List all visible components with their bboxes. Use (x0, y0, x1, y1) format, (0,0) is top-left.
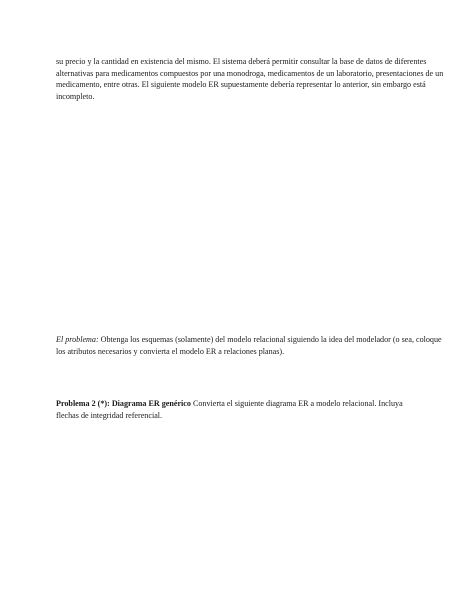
problem-line-1 (56, 334, 442, 346)
problem2-label: Problema 2 (*): Diagrama ER genérico (56, 399, 191, 408)
problem2-paragraph (56, 398, 434, 421)
problem2-line-2: flechas de integridad referencial. (56, 410, 163, 420)
problem2-line-1 (56, 398, 434, 410)
problem-label: El problema: (56, 335, 99, 344)
intro-line: medicamento, entre otras. El siguiente modelo ER supuestamente debería representar lo anterior, sin embargo está (56, 80, 426, 89)
problem-text: Obtenga los esquemas (solamente) del modelo relacional siguiendo la idea del modelador (o sea, coloque (98, 335, 442, 344)
problem-paragraph (56, 334, 442, 357)
intro-line: incompleto. (56, 91, 95, 101)
problem-line-2: los atributos necesarios y convierta el modelo ER a relaciones planas). (56, 346, 285, 356)
problem2-text: Convierta el siguiente diagrama ER a modelo relacional. Incluya (190, 399, 403, 408)
intro-paragraph (56, 56, 444, 102)
intro-line: su precio y la cantidad en existencia del mismo. El sistema deberá permitir consultar la base de datos de diferentes (56, 57, 427, 66)
intro-line: alternativas para medicamentos compuestos por una monodroga, medicamentos de un laboratorio, presentaciones de un (56, 68, 444, 78)
